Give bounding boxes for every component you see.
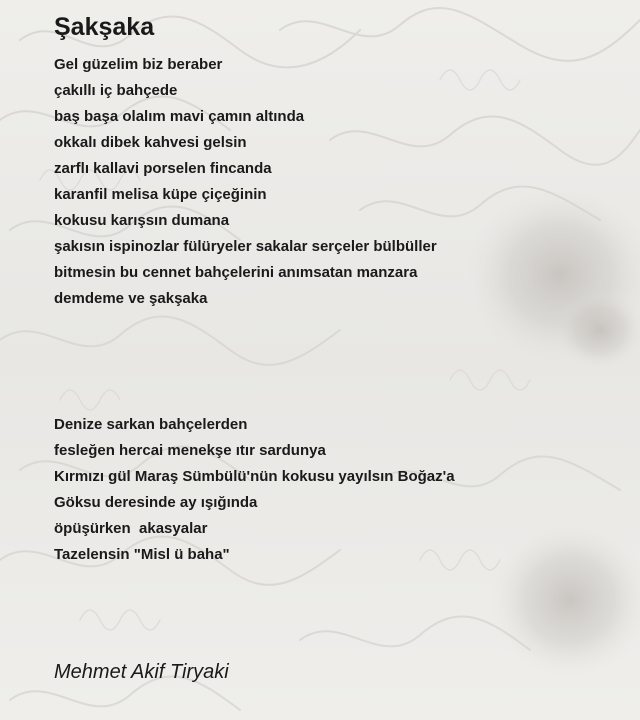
poem-line: bitmesin bu cennet bahçelerini anımsatan manzara [54, 264, 418, 281]
poem-line: okkalı dibek kahvesi gelsin [54, 134, 247, 151]
poem-line: karanfil melisa küpe çiçeğinin [54, 186, 267, 203]
stanza-2 [54, 412, 455, 568]
poem-line: demdeme ve şakşaka [54, 290, 208, 307]
poem-line: öpüşürken akasyalar [54, 520, 208, 537]
poem-line: zarflı kallavi porselen fincanda [54, 160, 272, 177]
poem-author: Mehmet Akif Tiryaki [54, 661, 229, 683]
poem-line: Denize sarkan bahçelerden [54, 416, 248, 433]
poem-line: çakıllı iç bahçede [54, 82, 178, 99]
poem-line: kokusu karışsın dumana [54, 212, 230, 229]
poem-line: Gel güzelim biz beraber [54, 56, 223, 73]
poem-line: Tazelensin "Misl ü baha" [54, 546, 230, 563]
stanza-1 [54, 52, 437, 312]
poem-line: Kırmızı gül Maraş Sümbülü'nün kokusu yayılsın Boğaz'a [54, 468, 455, 485]
poem-title: Şakşaka [54, 13, 155, 41]
poem-line: Göksu deresinde ay ışığında [54, 494, 258, 511]
poem-line: fesleğen hercai menekşe ıtır sardunya [54, 442, 326, 459]
poem-line: baş başa olalım mavi çamın altında [54, 108, 305, 125]
poem-line: şakısın ispinozlar fülüryeler sakalar serçeler bülbüller [54, 238, 437, 255]
